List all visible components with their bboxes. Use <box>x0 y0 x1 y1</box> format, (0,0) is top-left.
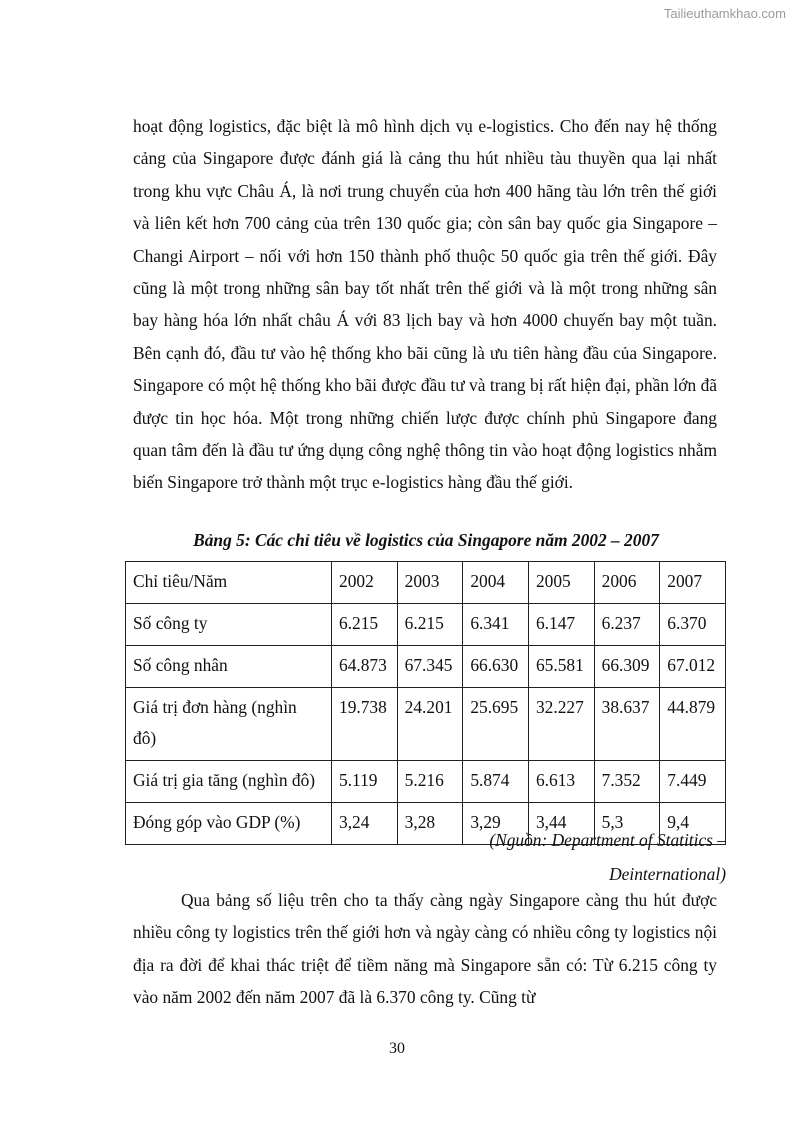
table-row <box>126 604 726 646</box>
table-cell: 3,24 <box>332 803 398 845</box>
table-cell: 38.637 <box>594 688 660 761</box>
row-label: Giá trị đơn hàng (nghìn đô) <box>126 688 332 761</box>
table-cell: 64.873 <box>332 646 398 688</box>
table-cell: 3,28 <box>397 803 463 845</box>
table-source <box>426 823 726 891</box>
table-cell: 67.012 <box>660 646 726 688</box>
table-cell: 6.215 <box>397 604 463 646</box>
header-cell: 2004 <box>463 562 529 604</box>
body-paragraph-1: hoạt động logistics, đặc biệt là mô hình dịch vụ e-logistics. Cho đến nay hệ thống cảng của Singapore được đánh giá là cảng thu hút nhiều tàu thuyền qua lại nhất trong khu vực Châu Á, là nơi trung chuyển của hơn 400 hãng tàu lớn trên thế giới và liên kết hơn 700 cảng của trên 130 quốc gia; còn sân bay quốc gia Singapore – Changi Airport – nối với hơn 150 thành phố thuộc 50 quốc gia trên thế giới. Đây cũng là một trong những sân bay tốt nhất trên thế giới và là một trong những sân bay hàng hóa lớn nhất châu Á với 83 lịch bay và hơn 4000 chuyến bay một tuần. Bên cạnh đó, đầu tư vào hệ thống kho bãi cũng là ưu tiên hàng đầu của Singapore. Singapore có một hệ thống kho bãi được đầu tư và trang bị rất hiện đại, phần lớn đã được tin học hóa. Một trong những chiến lược được chính phủ Singapore đang quan tâm đến là đầu tư ứng dụng công nghệ thông tin vào hoạt động logistics nhằm biến Singapore trở thành một trục e-logistics hàng đầu thế giới. <box>133 116 717 493</box>
table-cell: 24.201 <box>397 688 463 761</box>
body-paragraph-2: Qua bảng số liệu trên cho ta thấy càng ngày Singapore càng thu hút được nhiều công ty logistics trên thế giới hơn và ngày càng có nhiều công ty logistics nội địa ra đời để khai thác triệt để tiềm năng mà Singapore sẵn có: Từ 6.215 công ty vào năm 2002 đến năm 2007 đã là 6.370 công ty. Cũng từ <box>133 890 717 1008</box>
row-label: Đóng góp vào GDP (%) <box>126 803 332 845</box>
row-label: Số công ty <box>126 604 332 646</box>
row-label: Giá trị gia tăng (nghìn đô) <box>126 761 332 803</box>
table-cell: 5.119 <box>332 761 398 803</box>
table-header-row <box>126 562 726 604</box>
header-cell: 2007 <box>660 562 726 604</box>
header-cell: 2006 <box>594 562 660 604</box>
header-cell: 2002 <box>332 562 398 604</box>
table-cell: 44.879 <box>660 688 726 761</box>
table-cell: 5.216 <box>397 761 463 803</box>
table-cell: 3,29 <box>463 803 529 845</box>
row-label: Số công nhân <box>126 646 332 688</box>
table-cell: 7.352 <box>594 761 660 803</box>
table-cell: 6.215 <box>332 604 398 646</box>
table-cell: 7.449 <box>660 761 726 803</box>
table-cell: 6.237 <box>594 604 660 646</box>
logistics-table <box>125 561 726 845</box>
table-cell: 3,44 <box>528 803 594 845</box>
table-cell: 6.370 <box>660 604 726 646</box>
table-cell: 6.147 <box>528 604 594 646</box>
table-cell: 65.581 <box>528 646 594 688</box>
table-cell: 5.874 <box>463 761 529 803</box>
header-cell: Chỉ tiêu/Năm <box>126 562 332 604</box>
table-cell: 5,3 <box>594 803 660 845</box>
source-line-1: (Nguồn: Department of Statitics – <box>489 830 726 850</box>
table-cell: 6.341 <box>463 604 529 646</box>
source-line-2: Deinternational) <box>609 864 726 884</box>
table-row <box>126 646 726 688</box>
table-cell: 6.613 <box>528 761 594 803</box>
table-cell: 67.345 <box>397 646 463 688</box>
table-cell: 66.630 <box>463 646 529 688</box>
table-row <box>126 688 726 761</box>
table-cell: 9,4 <box>660 803 726 845</box>
header-cell: 2003 <box>397 562 463 604</box>
watermark: Tailieuthamkhao.com <box>663 6 786 21</box>
table-cell: 25.695 <box>463 688 529 761</box>
page-number: 30 <box>389 1040 405 1057</box>
table-cell: 19.738 <box>332 688 398 761</box>
table-caption: Bảng 5: Các chỉ tiêu về logistics của Singapore năm 2002 – 2007 <box>193 530 659 550</box>
table-cell: 66.309 <box>594 646 660 688</box>
table-row <box>126 761 726 803</box>
header-cell: 2005 <box>528 562 594 604</box>
table-cell: 32.227 <box>528 688 594 761</box>
